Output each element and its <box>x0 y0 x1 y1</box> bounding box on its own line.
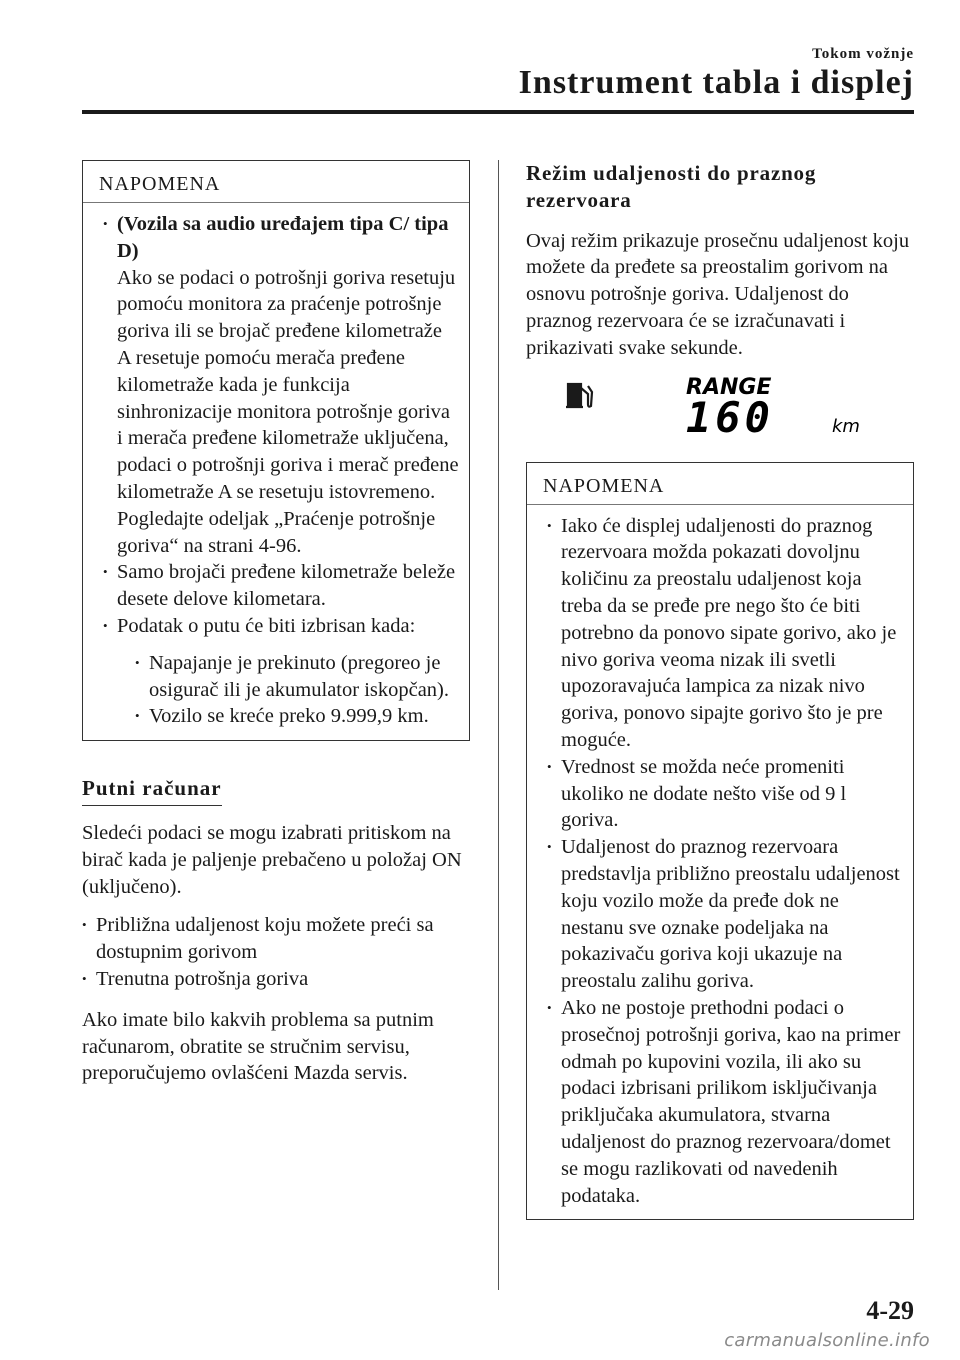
note-item-text: Udaljenost do praznog rezervoara predstavlja približno preostalu udaljenost koju vozilo može da pređe dok ne nestanu sve oznake podeljaka na pokazivaču goriva koji ukazuje na preostalu zalihu goriva. <box>561 836 900 993</box>
note-body <box>527 505 913 1220</box>
note-item-text: Samo brojači pređene kilometraže beleže desete delove kilometara. <box>117 561 456 611</box>
note-item <box>547 513 903 754</box>
note-item-bold: • (Vozila sa audio uređajem tipa C/ tipa D) <box>117 213 449 262</box>
note-item-ref: Pogledajte odeljak „Praćenje potrošnje goriva“ na strani 4-96. <box>117 507 436 557</box>
note-subitem-text: Napajanje je prekinuto (pregoreo je osigurač ili je akumulator iskopčan). <box>149 651 450 701</box>
range-display <box>526 374 914 454</box>
range-value: 160 <box>686 392 774 442</box>
note-item <box>103 211 459 559</box>
trip-item-text: Trenutna potrošnja goriva <box>96 967 309 990</box>
note-item-text: Podatak o putu će biti izbrisan kada: <box>117 614 416 637</box>
note-heading: NAPOMENA <box>83 161 469 203</box>
note-item-text: Ako ne postoje prethodni podaci o prosečnoj potrošnji goriva, kao na primer odmah po kupovini vozila, ili ako su podaci izbrisani prilikom isključivanja priključaka akumulatora, stvarna udaljenost do praznog rezervoara/domet se mogu razlikovati od navedenih podataka. <box>561 996 901 1207</box>
note-body <box>83 203 469 740</box>
range-unit: km <box>832 415 860 437</box>
page-title: Instrument tabla i displej <box>518 64 914 101</box>
note-heading: NAPOMENA <box>527 463 913 505</box>
note-item-text: Vrednost se možda neće promeniti ukoliko ne dodate nešto više od 9 l goriva. <box>561 755 847 832</box>
note-subitem <box>135 650 459 704</box>
note-list <box>547 513 903 1210</box>
range-mode-text: Ovaj režim prikazuje prosečnu udaljenost koju možete da pređete sa preostalim gorivom na osnovu potrošnje goriva. Udaljenost do praznog rezervoara će se izračunavati i prikazivati svake sekunde. <box>526 229 910 359</box>
trip-intro: Sledeći podaci se mogu izabrati pritiskom na birač kada je paljenje prebačeno u položaj ON (uključeno). <box>82 821 462 898</box>
trip-list <box>82 912 470 992</box>
range-display-graphic <box>526 374 914 454</box>
note-item <box>547 754 903 834</box>
note-item-text: Iako će displej udaljenosti do praznog rezervoara možda pokazati dovoljnu količinu za preostalu udaljenost koja treba da se pređe pre nego što će biti potrebno da ponovo sipate gorivo, ako je nivo goriva veoma nizak ili svetli upozoravajuća lampica za nizak nivo goriva, ponovo sipajte gorivo što je pre moguće. <box>561 514 897 751</box>
note-item <box>103 559 459 613</box>
note-sublist <box>135 650 459 730</box>
trip-item <box>82 912 470 966</box>
note-box-right <box>526 462 914 1221</box>
range-mode-title: Režim udaljenosti do praznog rezervoara <box>526 161 817 212</box>
fuel-pump-icon <box>566 384 592 407</box>
header-rule <box>82 110 914 114</box>
note-list <box>103 211 459 730</box>
left-column <box>82 160 470 1087</box>
note-item <box>547 834 903 995</box>
right-column <box>526 160 914 1220</box>
trip-item <box>82 966 470 993</box>
watermark: carmanualsonline.info <box>724 1330 930 1351</box>
range-label: RANGE <box>686 374 772 400</box>
trip-computer-title: Putni računar <box>82 775 222 806</box>
page-number: 4-29 <box>866 1296 914 1325</box>
trip-item-text: Približna udaljenost koju možete preći sa dostupnim gorivom <box>96 914 434 964</box>
note-subitem-text: Vozilo se kreće preko 9.999,9 km. <box>149 705 429 728</box>
column-divider <box>498 160 499 1290</box>
trip-outro: Ako imate bilo kakvih problema sa putnim računarom, obratite se stručnim servisu, preporučujemo ovlašćeni Mazda servis. <box>82 1008 434 1085</box>
section-label: Tokom vožnje <box>812 46 914 62</box>
note-item <box>547 995 903 1209</box>
note-item <box>103 613 459 730</box>
note-subitem <box>135 703 459 730</box>
note-item-text: Ako se podaci o potrošnji goriva resetuju pomoću monitora za praćenje potrošnje goriva ili se brojač pređene kilometraže A resetuje pomoću merača pređene kilometraže kada je funkcija sinhronizacije monitora potrošnje goriva i merača pređene kilometraže uključena, podaci o potrošnji goriva i merač pređene kilometraže A se resetuju istovremeno. <box>117 266 459 503</box>
note-box-left <box>82 160 470 741</box>
